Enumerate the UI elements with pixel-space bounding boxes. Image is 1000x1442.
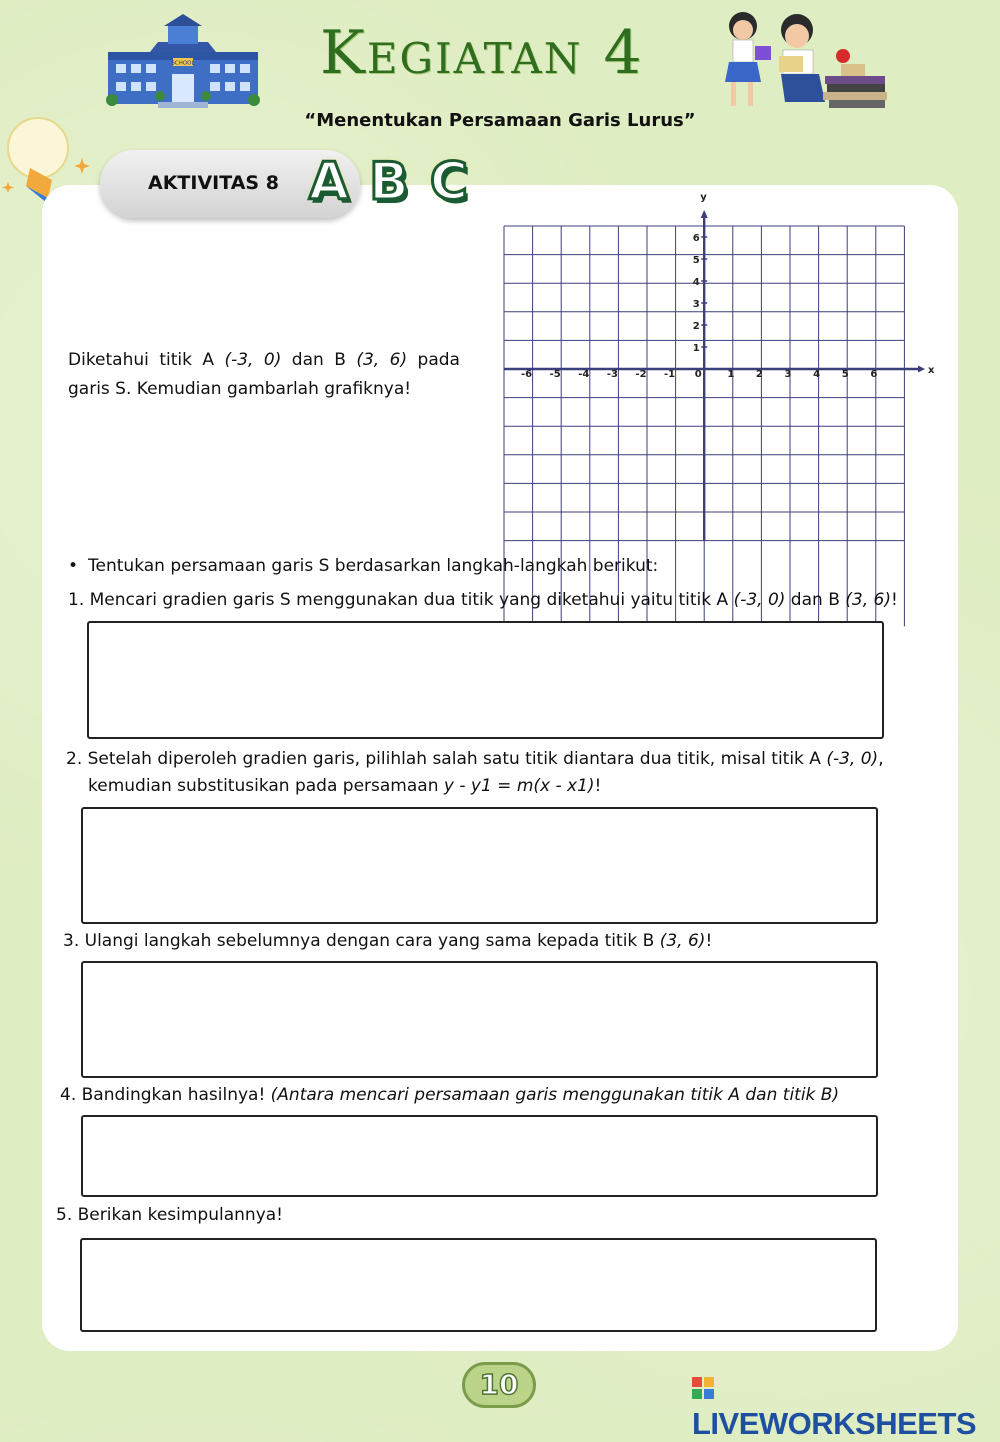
y-axis-arrow bbox=[701, 210, 708, 218]
y-tick-label: 2 bbox=[692, 321, 700, 332]
activity-label: AKTIVITAS 8 bbox=[100, 150, 360, 218]
question-2-line-2 bbox=[88, 773, 601, 800]
question-text: 2. Setelah diperoleh gradien garis, pilihlah salah satu titik diantara dua titik, misal titik A bbox=[66, 749, 827, 769]
x-tick-label: 0 bbox=[694, 369, 702, 380]
page-title: Kegiatan 4 bbox=[320, 18, 644, 88]
question-text: 3. Ulangi langkah sebelumnya dengan cara yang sama kepada titik B bbox=[63, 931, 660, 951]
question-text: dan B bbox=[785, 590, 846, 610]
x-tick-label: -1 bbox=[664, 369, 676, 380]
school-sign-text: SCHOOL bbox=[171, 60, 195, 67]
question-text: ! bbox=[594, 776, 602, 796]
y-tick-label: 1 bbox=[692, 343, 700, 354]
question-text: ! bbox=[890, 590, 898, 610]
question-text: 1. Mencari gradien garis S menggunakan dua titik yang diketahui yaitu titik A bbox=[68, 590, 734, 610]
x-tick-label: 6 bbox=[870, 369, 878, 380]
question-text: , bbox=[878, 749, 884, 769]
page-number: 10 bbox=[462, 1362, 536, 1408]
question-text: 5. Berikan kesimpulannya! bbox=[56, 1205, 283, 1225]
x-tick-label: 3 bbox=[784, 369, 792, 380]
x-tick-label: -4 bbox=[578, 369, 590, 380]
point-b: (3, 6) bbox=[659, 931, 706, 951]
answer-box-3[interactable] bbox=[81, 961, 878, 1078]
question-text: 4. Bandingkan hasilnya! bbox=[60, 1085, 271, 1105]
question-1 bbox=[68, 587, 898, 614]
y-axis-label: y bbox=[700, 192, 707, 203]
school-building-illustration bbox=[98, 12, 268, 112]
point-a: (-3, 0) bbox=[224, 350, 282, 370]
x-tick-label: -2 bbox=[635, 369, 647, 380]
x-tick-label: 1 bbox=[727, 369, 735, 380]
answer-box-5[interactable] bbox=[80, 1238, 877, 1332]
question-text: kemudian substitusikan pada persamaan bbox=[88, 776, 444, 796]
x-tick-label: -3 bbox=[606, 369, 618, 380]
x-tick-label: 2 bbox=[755, 369, 763, 380]
prompt-text: dan B bbox=[281, 350, 357, 370]
point-a: (-3, 0) bbox=[826, 749, 879, 769]
badge-b: B bbox=[369, 152, 409, 212]
line-formula: y - y1 = m(x - x1) bbox=[443, 776, 595, 796]
question-note: (Antara mencari persamaan garis menggunakan titik A dan titik B) bbox=[270, 1085, 840, 1105]
instructions-intro: • Tentukan persamaan garis S berdasarkan langkah-langkah berikut: bbox=[68, 556, 658, 576]
point-a: (-3, 0) bbox=[733, 590, 786, 610]
answer-box-2[interactable] bbox=[81, 807, 878, 924]
students-reading-illustration bbox=[715, 6, 895, 118]
brand-text: LIVEWORKSHEETS bbox=[692, 1406, 977, 1441]
x-tick-label: 4 bbox=[813, 369, 821, 380]
x-axis-arrow bbox=[918, 366, 925, 373]
answer-box-4[interactable] bbox=[81, 1115, 878, 1197]
point-b: (3, 6) bbox=[845, 590, 891, 610]
x-axis-label: x bbox=[928, 365, 935, 376]
question-text: ! bbox=[705, 931, 713, 951]
question-2 bbox=[66, 746, 884, 773]
x-tick-label: 5 bbox=[841, 369, 849, 380]
question-4 bbox=[60, 1082, 839, 1109]
question-5 bbox=[56, 1202, 283, 1229]
y-tick-label: 6 bbox=[692, 233, 700, 244]
liveworksheets-logo bbox=[692, 1370, 1000, 1441]
answer-box-1[interactable] bbox=[87, 621, 884, 739]
x-tick-label: -5 bbox=[549, 369, 561, 380]
badge-a: A bbox=[308, 152, 350, 212]
page-subtitle: “Menentukan Persamaan Garis Lurus” bbox=[304, 110, 696, 131]
question-3 bbox=[63, 928, 712, 955]
liveworksheets-logo-icon bbox=[692, 1377, 714, 1399]
y-tick-label: 3 bbox=[692, 299, 700, 310]
x-tick-label: -6 bbox=[521, 369, 533, 380]
y-tick-label: 5 bbox=[692, 255, 700, 266]
point-b: (3, 6) bbox=[356, 350, 408, 370]
prompt-text: Diketahui titik A bbox=[68, 350, 225, 370]
prompt-text: pada garis S. Kemudian gambarlah grafiknya! bbox=[68, 350, 460, 399]
problem-statement bbox=[68, 346, 460, 404]
cartesian-grid[interactable] bbox=[500, 186, 940, 538]
y-tick-label: 4 bbox=[692, 277, 700, 288]
badge-c: C bbox=[429, 152, 469, 212]
